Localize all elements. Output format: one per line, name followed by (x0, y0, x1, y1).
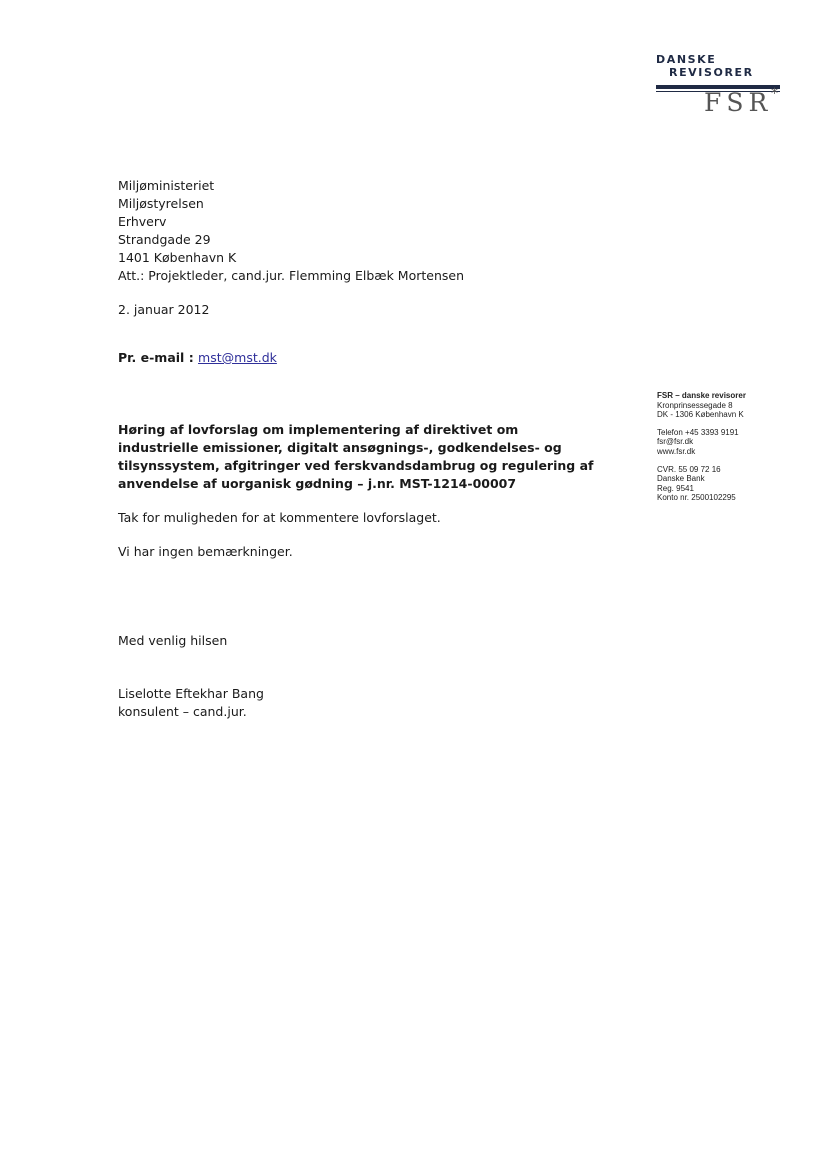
sender-bank: Danske Bank (657, 474, 705, 484)
signer-title: konsulent – cand.jur. (118, 704, 247, 719)
sender-mail: fsr@fsr.dk (657, 437, 694, 447)
recipient-line: Miljøministeriet (118, 178, 215, 193)
sender-city: DK - 1306 København K (657, 410, 744, 420)
letter-subject: Høring af lovforslag om implementering af direktivet om industrielle emissioner, digitalt ansøgnings-, godkendelses- og tilsynssystem, afgitringer ved ferskvandsdambrug og regulering af anvendelse af uorganisk gødning – j.nr. MST-1214-00007 (118, 422, 594, 491)
sender-block (657, 391, 746, 503)
recipient-line: Miljøstyrelsen (118, 196, 204, 211)
sender-web: www.fsr.dk (657, 446, 696, 456)
logo-star: * (771, 86, 778, 102)
logo-line-1: DANSKE (656, 53, 717, 66)
email-label: Pr. e-mail : (118, 350, 199, 365)
body-thanks: Tak for muligheden for at kommentere lovforslaget. (118, 510, 441, 525)
body-remarks: Vi har ingen bemærkninger. (118, 544, 293, 559)
signer-block (118, 685, 264, 721)
sender-street: Kronprinsessegade 8 (657, 400, 733, 410)
recipient-line: Att.: Projektleder, cand.jur. Flemming Elbæk Mortensen (118, 268, 465, 283)
recipient-line: Strandgade 29 (118, 232, 211, 247)
sender-cvr: CVR. 55 09 72 16 (657, 464, 721, 474)
logo-line-2: REVISORER (669, 66, 754, 79)
sender-reg: Reg. 9541 (657, 483, 694, 493)
recipient-line: Erhverv (118, 214, 167, 229)
sender-phone: Telefon +45 3393 9191 (657, 427, 739, 437)
signer-name: Liselotte Eftekhar Bang (118, 686, 264, 701)
letter-date: 2. januar 2012 (118, 302, 210, 317)
email-link[interactable]: mst@mst.dk (198, 350, 277, 365)
email-row (118, 350, 277, 365)
closing: Med venlig hilsen (118, 633, 228, 648)
sender-account: Konto nr. 2500102295 (657, 493, 736, 503)
sender-name: FSR – danske revisorer (657, 391, 746, 400)
logo-fsr-mark: FSR (704, 88, 773, 117)
recipient-address (118, 177, 464, 285)
recipient-line: 1401 København K (118, 250, 237, 265)
